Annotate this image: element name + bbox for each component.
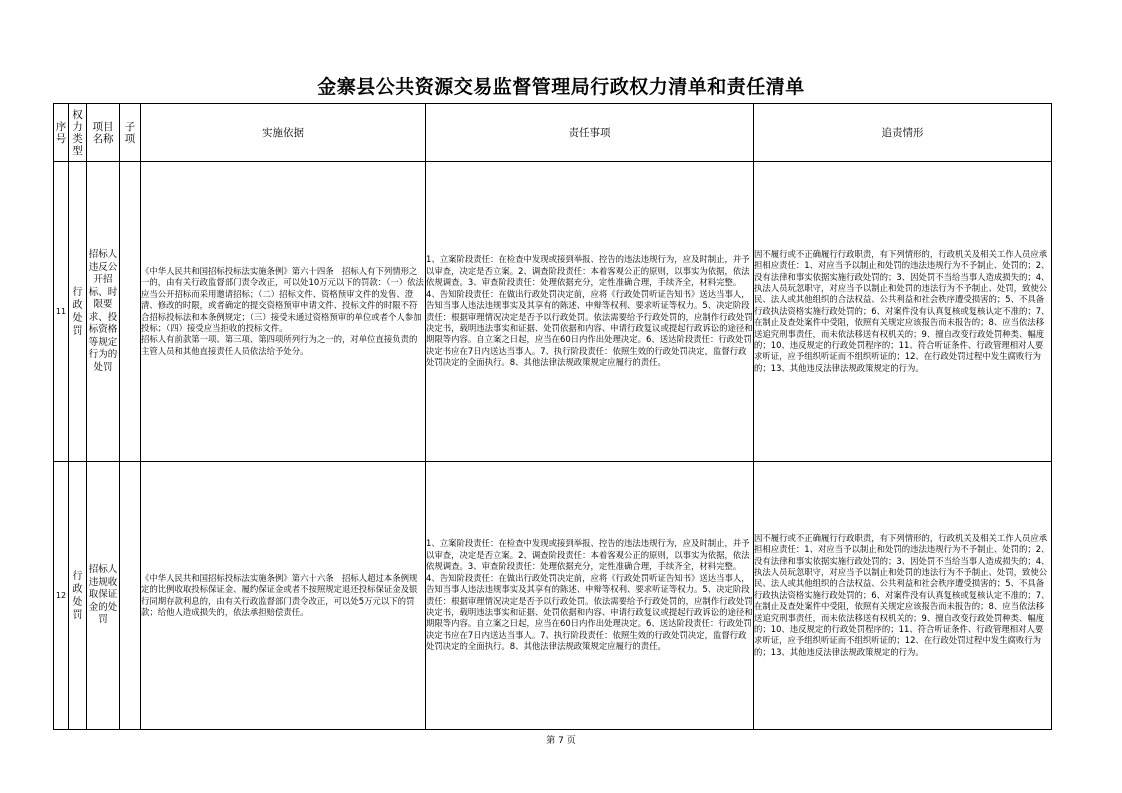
power-type-cell: 行政处罚 xyxy=(69,462,87,730)
table-header-row xyxy=(54,104,1052,162)
item-name-cell: 招标人违规收取保证金的处罚 xyxy=(87,462,120,730)
row-number: 12 xyxy=(54,462,69,730)
power-type-cell: 行政处罚 xyxy=(69,162,87,462)
item-name-cell: 招标人违反公开招标、时限要求、投标资格等规定行为的处罚 xyxy=(87,162,120,462)
header-no: 序号 xyxy=(54,104,69,162)
power-list-table xyxy=(53,103,1052,730)
table-row xyxy=(54,162,1052,462)
page-title: 金寨县公共资源交易监督管理局行政权力清单和责任清单 xyxy=(317,76,805,98)
responsibility-cell: 1、立案阶段责任：在检查中发现或接到举报、控告的违法违规行为，应及时制止，并予以审查，决定是否立案。2、调查阶段责任：本着客观公正的原则，以事实为依据，依法依规调查。3、审查阶段责任：处理依据充分，定性准确合理，手续齐全，材料完整。4、告知阶段责任：在做出行政处罚决定前，应将《行政处罚听证告知书》送达当事人，告知当事人违法违规事实及其享有的陈述、申辩等权利、要求听证等权力。5、决定阶段责任：根据审理情况决定是否予以行政处罚。依法需要给予行政处罚的，应制作行政处罚决定书，载明违法事实和证据、处罚依据和内容、申请行政复议或提起行政诉讼的途径和期限等内容。自立案之日起，应当在60日内作出处理决定。6、送达阶段责任：行政处罚决定书应在7日内送达当事人。7、执行阶段责任：依照生效的行政处罚决定，监督行政处罚决定的全面执行。8、其他法律法规政策规定应履行的责任。 xyxy=(426,462,754,730)
basis-cell: 《中华人民共和国招标投标法实施条例》第六十四条 招标人有下列情形之一的，由有关行政监督部门责令改正，可以处10万元以下的罚款：（一）依法应当公开招标而采用邀请招标；（二）招标文件、资格预审文件的发售、澄清、修改的时限，或者确定的提交资格预审申请文件、投标文件的时限不符合招标投标法和本条例规定；（三）接受未通过资格预审的单位或者个人参加投标；（四）接受应当拒收的投标文件。 招标人有前款第一项、第三项、第四项所列行为之一的，对单位直接负责的主管人员和其他直接责任人员依法给予处分。 xyxy=(141,162,426,462)
responsibility-cell: 1、立案阶段责任：在检查中发现或接到举报、控告的违法违规行为，应及时制止，并予以审查，决定是否立案。2、调查阶段责任：本着客观公正的原则，以事实为依据，依法依规调查。3、审查阶段责任：处理依据充分，定性准确合理，手续齐全，材料完整。4、告知阶段责任：在做出行政处罚决定前，应将《行政处罚听证告知书》送达当事人，告知当事人违法违规事实及其享有的陈述、申辩等权利、要求听证等权力。5、决定阶段责任：根据审理情况决定是否予以行政处罚。依法需要给予行政处罚的，应制作行政处罚决定书，载明违法事实和证据、处罚依据和内容、申请行政复议或提起行政诉讼的途径和期限等内容。自立案之日起，应当在60日内作出处理决定。6、送达阶段责任：行政处罚决定书应在7日内送达当事人。7、执行阶段责任：依照生效的行政处罚决定，监督行政处罚决定的全面执行。8、其他法律法规政策规定应履行的责任。 xyxy=(426,162,754,462)
page-number: 第 7 页 xyxy=(546,736,576,746)
header-type: 权力类型 xyxy=(69,104,87,162)
header-basis: 实施依据 xyxy=(141,104,426,162)
basis-cell: 《中华人民共和国招标投标法实施条例》第六十六条 招标人超过本条例规定的比例收取投标保证金、履约保证金或者不按照规定退还投标保证金及银行同期存款利息的，由有关行政监督部门责令改正，可以处5万元以下的罚款；给他人造成损失的，依法承担赔偿责任。 xyxy=(141,462,426,730)
sub-item-cell xyxy=(120,462,141,730)
header-sub: 子项 xyxy=(120,104,141,162)
row-number: 11 xyxy=(54,162,69,462)
table-row xyxy=(54,462,1052,730)
header-responsibility: 责任事项 xyxy=(426,104,754,162)
accountability-cell: 因不履行或不正确履行行政职责，有下列情形的，行政机关及相关工作人员应承担相应责任：1、对应当予以制止和处罚的违法违规行为不予制止、处罚的；2、没有法律和事实依据实施行政处罚的；3、因处罚不当给当事人造成损失的；4、执法人员玩忽职守，对应当予以制止和处罚的违法行为不予制止、处罚，致使公民、法人或其他组织的合法权益、公共利益和社会秩序遭受损害的；5、不具备行政执法资格实施行政处罚的；6、对案件没有认真复核或复核认定不准的；7、在制止及查处案件中受阻，依照有关规定应该报告而未报告的；8、应当依法移送追究刑事责任，而未依法移送有权机关的；9、擅自改变行政处罚种类、幅度的；10、违反规定的行政处罚程序的；11、符合听证条件、行政管理相对人要求听证，应予组织听证而不组织听证的；12、在行政处罚过程中发生腐败行为的；13、其他违反法律法规政策规定的行为。 xyxy=(754,162,1052,462)
accountability-cell: 因不履行或不正确履行行政职责，有下列情形的，行政机关及相关工作人员应承担相应责任：1、对应当予以制止和处罚的违法违规行为不予制止、处罚的；2、没有法律和事实依据实施行政处罚的；3、因处罚不当给当事人造成损失的；4、执法人员玩忽职守，对应当予以制止和处罚的违法行为不予制止、处罚，致使公民、法人或其他组织的合法权益、公共利益和社会秩序遭受损害的；5、不具备行政执法资格实施行政处罚的；6、对案件没有认真复核或复核认定不准的；7、在制止及查处案件中受阻，依照有关规定应该报告而未报告的；8、应当依法移送追究刑事责任，而未依法移送有权机关的；9、擅自改变行政处罚种类、幅度的；10、违反规定的行政处罚程序的；11、符合听证条件、行政管理相对人要求听证，应予组织听证而不组织听证的；12、在行政处罚过程中发生腐败行为的；13、其他违反法律法规政策规定的行为。 xyxy=(754,462,1052,730)
sub-item-cell xyxy=(120,162,141,462)
header-name: 项目名称 xyxy=(87,104,120,162)
header-accountability: 追责情形 xyxy=(754,104,1052,162)
